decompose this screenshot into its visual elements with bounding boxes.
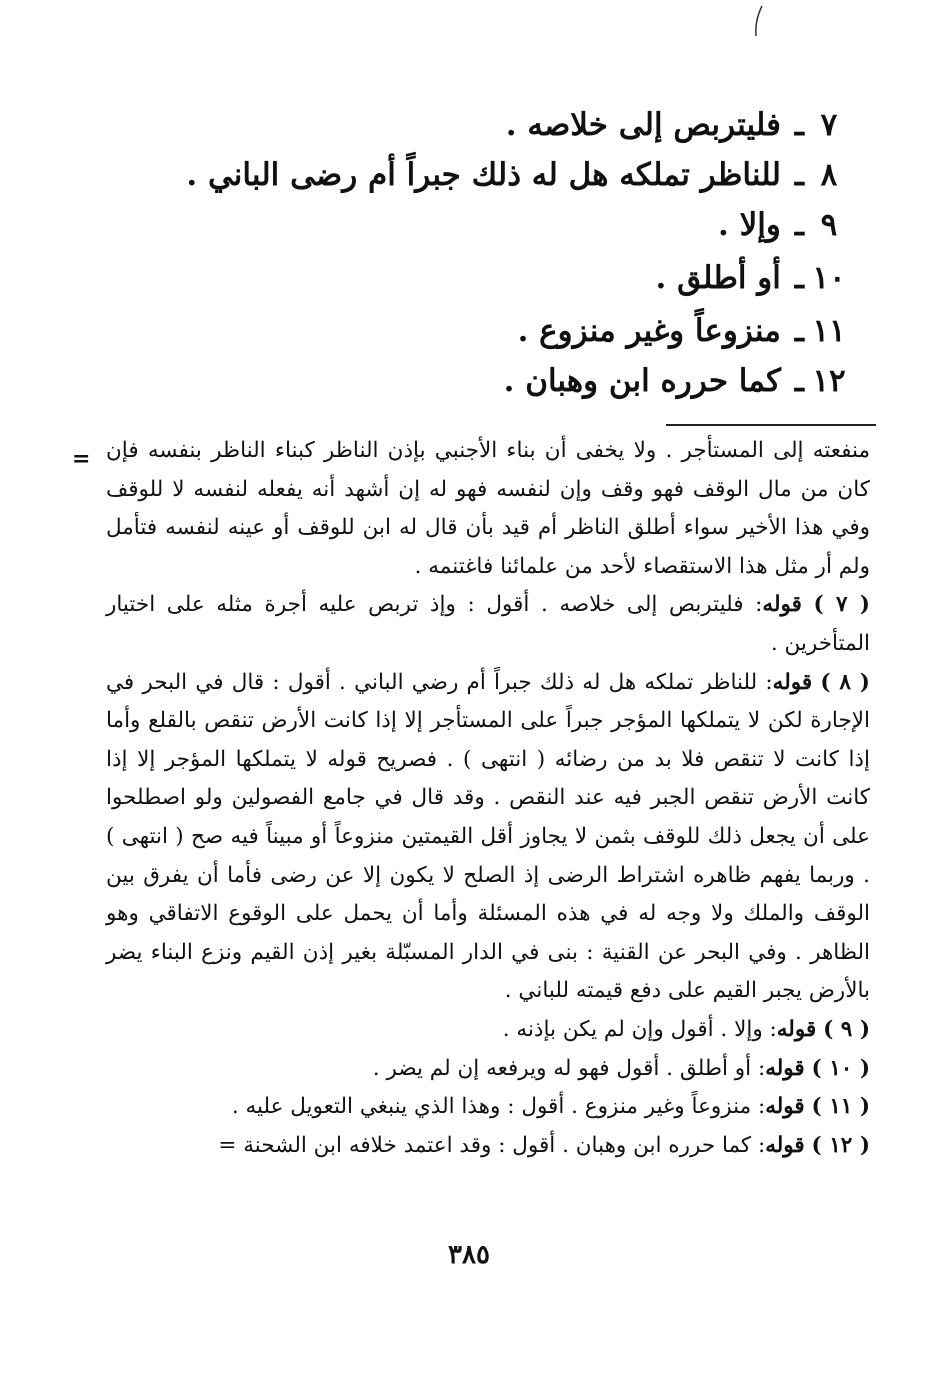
note-number: ( ٧ ) [813, 592, 870, 618]
matn-text: أو أطلق . [655, 260, 781, 296]
matn-number: ٨ [820, 157, 838, 193]
matn-line-11 [226, 306, 846, 356]
note-12 [106, 1127, 870, 1166]
matn-number: ٧ [820, 107, 838, 143]
matn-line-7 [226, 100, 846, 150]
matn-number: ١٠ [812, 260, 846, 296]
note-text: : منزوعاً وغير منزوع . أقول : وهذا الذي ينبغي التعويل عليه . [231, 1094, 766, 1120]
matn-text: كما حرره ابن وهبان . [503, 363, 781, 399]
commentary-intro: منفعته إلى المستأجر . ولا يخفى أن بناء الأجنبي بإذن الناظر كبناء الناظر بنفسه فإن كان من مال الوقف فهو وقف وإن لنفسه فهو له إن أشهد أنه يفعله لنفسه لا للوقف وفي هذا الأخير سواء أطلق الناظر أم قيد بأن قال له ابن للوقف أو عينه لنفسه فتأمل ولم أر مثل هذا الاستقصاء لأحد من علمائنا فاغتنمه . [106, 438, 870, 579]
matn-line-10 [226, 253, 846, 303]
note-label: قوله [765, 1055, 805, 1081]
matn-text: فليتربص إلى خلاصه . [505, 107, 781, 143]
matn-line-8 [186, 150, 846, 200]
matn-text: منزوعاً وغير منزوع . [517, 313, 781, 349]
matn-dash: ـ [794, 260, 804, 296]
matn-line-12 [226, 356, 846, 406]
note-number: ( ١١ ) [811, 1094, 870, 1120]
footnote-divider [666, 424, 876, 426]
note-label: قوله [776, 1016, 817, 1042]
note-11 [106, 1088, 870, 1127]
note-7 [106, 586, 870, 663]
note-label: قوله [765, 1094, 805, 1120]
note-label: قوله [765, 1132, 805, 1158]
matn-line-9 [226, 200, 846, 250]
note-9 [106, 1011, 870, 1050]
note-text: : أو أطلق . أقول فهو له ويرفعه إن لم يضر . [372, 1055, 766, 1081]
note-number: ( ٩ ) [823, 1016, 870, 1042]
note-number: ( ١٠ ) [811, 1055, 870, 1081]
note-text: : للناظر تملكه هل له ذلك جبراً أم رضي الباني . أقول : قال في البحر في الإجارة لكن لا يتملكها المؤجر جبراً على المستأجر إلا إذا كانت الأرض تنقص بالقلع وأما إذا كانت لا تنقص فلا بد من رضائه ( انتهى ) . فصريح قوله لا يتملكها المؤجر إلا إذا كانت الأرض تنقص الجبر فيه عند النقص . وقد قال في جامع الفصولين ولو اصطلحوا على أن يجعل ذلك للوقف بثمن لا يجاوز أقل القيمتين منزوعاً أو مبيناً فيه صح ( انتهى ) . وربما يفهم ظاهره اشتراط الرضى إذ الصلح لا يكون إلا عن رضى فأما أن يفرق بين الوقف والملك ولا وجه له في هذه المسئلة وأما أن يحمل على الوقوع الاتفاقي وهو الظاهر . وفي البحر عن القنية : بنى في الدار المسبّلة بغير إذن القيم ونزع البناء يضر بالأرض يجبر القيم على دفع قيمته للباني . [106, 669, 870, 1004]
matn-dash: ـ [794, 313, 804, 349]
note-text: : كما حرره ابن وهبان . أقول : وقد اعتمد خلافه ابن الشحنة = [218, 1132, 766, 1158]
matn-text: للناظر تملكه هل له ذلك جبراً أم رضى الباني . [186, 157, 781, 193]
matn-number: ١١ [812, 313, 846, 349]
continuation-mark: = [72, 446, 91, 472]
note-10 [106, 1050, 870, 1089]
matn-number: ٩ [820, 207, 838, 243]
note-8 [106, 664, 870, 1011]
matn-text: وإلا . [718, 207, 781, 243]
note-text: : فليتربص إلى خلاصه . أقول : وإذ تربص عليه أجرة مثله على اختيار المتأخرين . [106, 592, 870, 656]
matn-dash: ـ [794, 157, 804, 193]
commentary-block [72, 432, 870, 1165]
matn-dash: ـ [794, 363, 804, 399]
pen-stroke-mark [752, 4, 764, 38]
matn-number: ١٢ [812, 363, 846, 399]
note-label: قوله [772, 669, 813, 695]
note-text: : وإلا . أقول وإن لم يكن بإذنه . [502, 1016, 777, 1042]
note-label: قوله [762, 592, 802, 618]
matn-dash: ـ [794, 107, 804, 143]
matn-dash: ـ [794, 207, 804, 243]
note-number: ( ١٢ ) [811, 1132, 870, 1158]
page-number: ٣٨٥ [448, 1240, 490, 1270]
note-number: ( ٨ ) [820, 669, 870, 695]
